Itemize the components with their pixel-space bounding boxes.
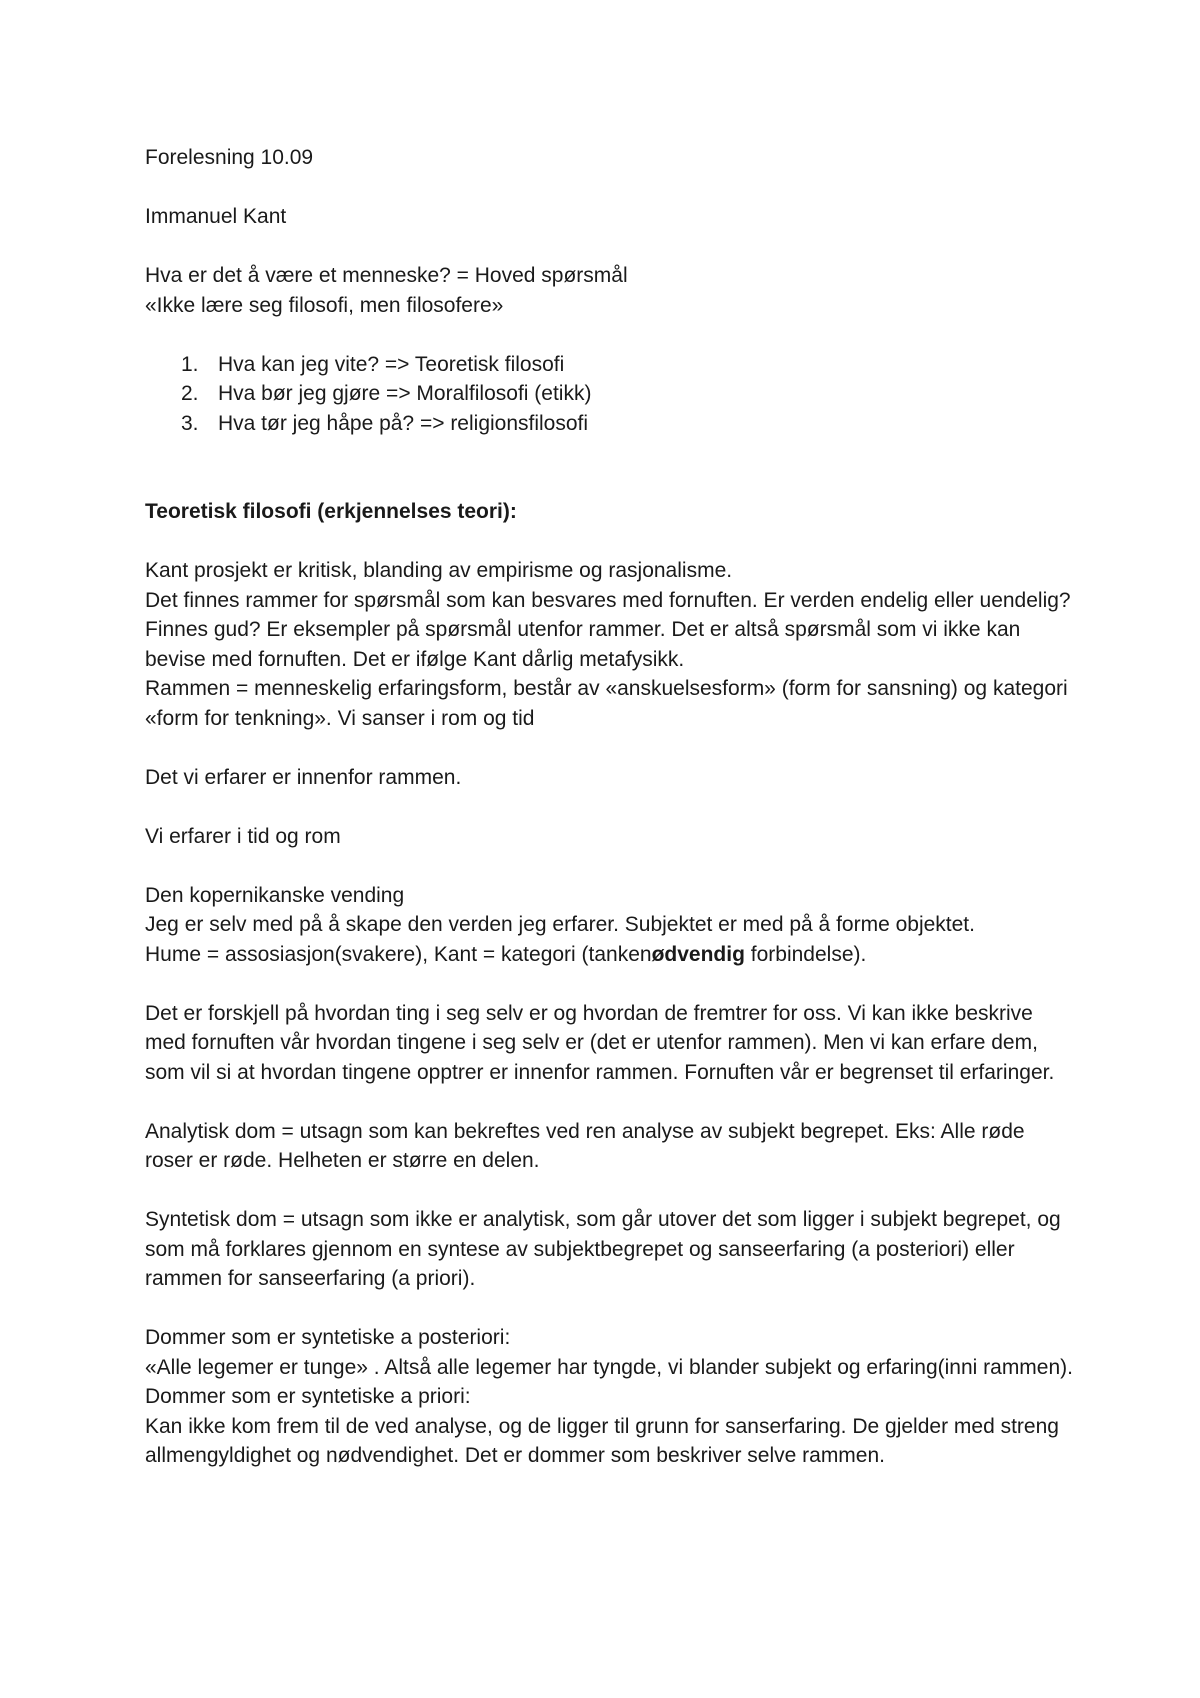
list-text: Hva tør jeg håpe på? => religionsfilosofi xyxy=(218,411,589,435)
paragraph-syntetisk: Syntetisk dom = utsagn som ikke er analytisk, som går utover det som ligger i subjekt begrepet, og som må forklares gjennom en syntese av subjektbegrepet og sanseerfaring (a posteriori) eller rammen for sanseerfaring (a priori). xyxy=(145,1208,1061,1290)
list-item xyxy=(145,379,1075,409)
list-text: Hva kan jeg vite? => Teoretisk filosofi xyxy=(218,352,565,376)
quote-line: «Ikke lære seg filosofi, men filosofere» xyxy=(145,293,504,317)
list-number: 2. xyxy=(181,382,199,405)
question-list xyxy=(145,350,1075,439)
paragraph-kant-project: Kant prosjekt er kritisk, blanding av empirisme og rasjonalisme. xyxy=(145,559,733,582)
hume-text-bold: ødvendig xyxy=(651,942,745,966)
hume-text-end: forbindelse). xyxy=(744,942,867,966)
paragraph-posteriori-text: «Alle legemer er tunge» . Altså alle legemer har tyngde, vi blander subjekt og erfaring(inni rammen). xyxy=(145,1355,1073,1379)
list-item xyxy=(145,350,1075,380)
main-question: Hva er det å være et menneske? = Hoved spørsmål xyxy=(145,264,628,287)
document-page xyxy=(145,143,1075,1471)
document-subject: Immanuel Kant xyxy=(145,205,287,228)
list-item xyxy=(145,409,1075,439)
paragraph-forskjell: Det er forskjell på hvordan ting i seg selv er og hvordan de fremtrer for oss. Vi kan ikke beskrive med fornuften vår hvordan tingene i seg selv er (det er utenfor rammen). Men vi kan erfare dem, som vil si at hvordan tingene opptrer er innenfor rammen. Fornuften vår er begrenset til erfaringer. xyxy=(145,1001,1055,1084)
paragraph-analytisk: Analytisk dom = utsagn som kan bekreftes ved ren analyse av subjekt begrepet. Eks: Alle røde roser er røde. Helheten er større en delen. xyxy=(145,1119,1025,1172)
paragraph-priori-text: Kan ikke kom frem til de ved analyse, og de ligger til grunn for sanserfaring. De gjelder med streng allmengyldighet og nødvendighet. Det er dommer som beskriver selve rammen. xyxy=(145,1414,1059,1467)
paragraph-rammen: Rammen = menneskelig erfaringsform, består av «anskuelsesform» (form for sansning) og kategori «form for tenkning». Vi sanser i rom og tid xyxy=(145,677,1068,730)
paragraph-rammer: Det finnes rammer for spørsmål som kan besvares med fornuften. Er verden endelig eller uendelig? Finnes gud? Er eksempler på spørsmål utenfor rammer. Det er altså spørsmål som vi ikke kan bevise med fornuften. Det er ifølge Kant dårlig metafysikk. xyxy=(145,588,1071,671)
paragraph-innenfor: Det vi erfarer er innenfor rammen. xyxy=(145,765,462,789)
section-heading: Teoretisk filosofi (erkjennelses teori): xyxy=(145,500,517,523)
paragraph-vending: Den kopernikanske vending xyxy=(145,883,405,907)
hume-text-start: Hume = assosiasjon(svakere), Kant = kategori (tanken xyxy=(145,942,652,966)
list-number: 1. xyxy=(181,352,199,376)
paragraph-priori-heading: Dommer som er syntetiske a priori: xyxy=(145,1385,471,1408)
list-number: 3. xyxy=(181,411,199,435)
document-title: Forelesning 10.09 xyxy=(145,146,314,169)
paragraph-posteriori-heading: Dommer som er syntetiske a posteriori: xyxy=(145,1326,511,1349)
list-text: Hva bør jeg gjøre => Moralfilosofi (etikk) xyxy=(218,382,592,405)
paragraph-tid-rom: Vi erfarer i tid og rom xyxy=(145,824,341,848)
paragraph-hume xyxy=(145,940,1075,970)
paragraph-subjekt: Jeg er selv med på å skape den verden jeg erfarer. Subjektet er med på å forme objektet. xyxy=(145,913,975,936)
